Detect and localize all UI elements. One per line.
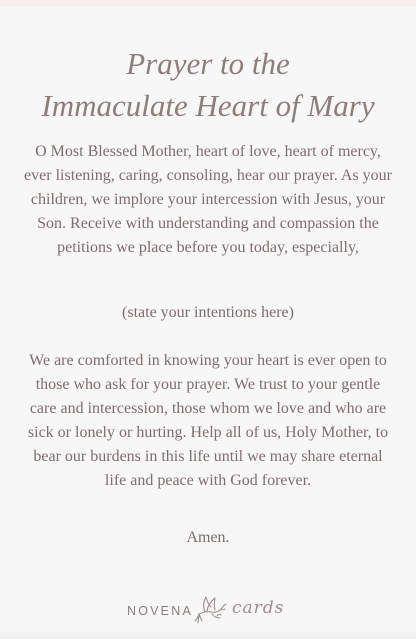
brand-name-word: NOVENA <box>127 604 193 618</box>
prayer-paragraph-1: O Most Blessed Mother, heart of love, heart of mercy, ever listening, caring, consoling, hear our prayer. As your children, we implore your intercession with Jesus, your Son. Receive with understanding and compassion the petitions we place before you today, especially, <box>24 143 392 256</box>
prayer-closing: Amen. <box>186 529 230 546</box>
dove-icon <box>193 592 229 626</box>
brand-logo <box>0 592 416 632</box>
intentions-prompt: (state your intentions here) <box>122 304 294 321</box>
prayer-paragraph-2: We are comforted in knowing your heart is ever open to those who ask for your prayer. We trust to your gentle care and intercession, those whom we love and who are sick or lonely or hurting. Help all of us, Holy Mother, to bear our burdens in this life until we may share eternal life and peace with God forever. <box>27 352 389 489</box>
card-title-line-1: Prayer to the <box>126 46 290 81</box>
card-title-line-2: Immaculate Heart of Mary <box>41 88 375 123</box>
brand-name-script: cards <box>232 598 285 618</box>
